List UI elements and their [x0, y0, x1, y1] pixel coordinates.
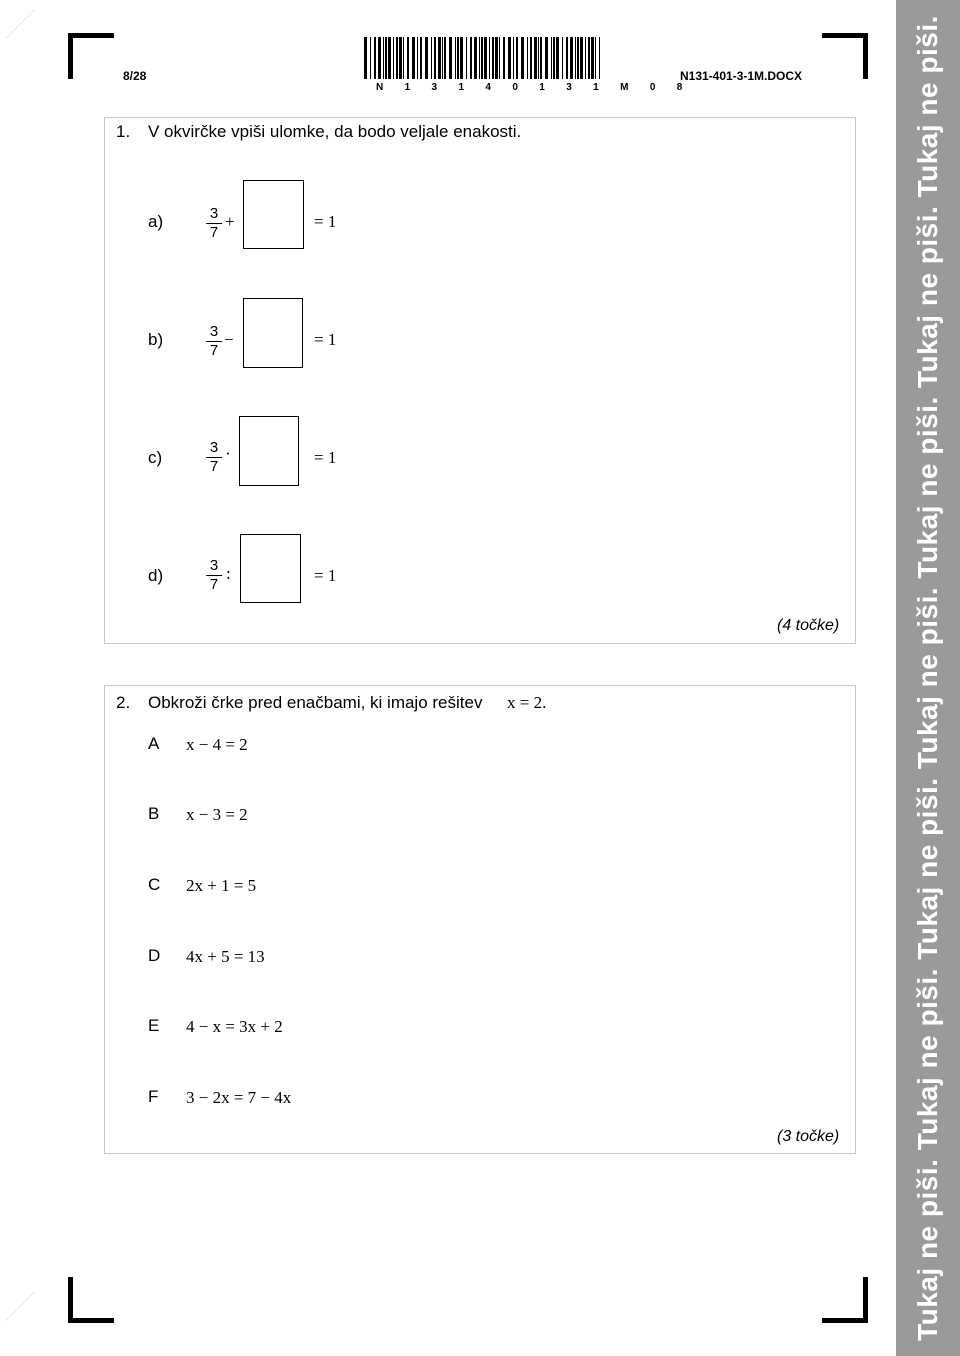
- barcode-bar: [364, 37, 367, 79]
- barcode-bar: [466, 37, 467, 79]
- equals-one-c: = 1: [314, 448, 337, 467]
- answer-box-c[interactable]: [239, 416, 299, 486]
- fraction-c: [206, 440, 222, 475]
- barcode-bar: [442, 37, 443, 79]
- option-equation-b: x − 3 = 2: [186, 805, 248, 824]
- barcode-bar: [449, 37, 452, 79]
- barcode-bar: [588, 37, 590, 79]
- barcode-bar: [530, 37, 532, 79]
- row-label-b: b): [148, 330, 164, 349]
- barcode-bar: [383, 37, 384, 79]
- barcode-bar: [580, 37, 583, 79]
- question-2-box: [104, 685, 856, 1154]
- barcode-bar: [385, 37, 387, 79]
- barcode-digits: N 1 3 1 4 0 1 3 1 M 0 8: [376, 82, 692, 93]
- question-2-number: 2.: [116, 693, 131, 712]
- barcode-bar: [585, 37, 586, 79]
- barcode-bar: [516, 37, 518, 79]
- question-1-number: 1.: [116, 122, 131, 141]
- option-letter-b[interactable]: B: [148, 804, 160, 823]
- row-label-c: c): [148, 448, 163, 467]
- barcode-bar: [551, 37, 552, 79]
- do-not-write-strip: [896, 0, 960, 1356]
- denominator: 7: [209, 224, 219, 241]
- fraction-a: [206, 206, 222, 241]
- barcode-bar: [527, 37, 528, 79]
- operator-c: ·: [225, 444, 231, 463]
- option-letter-f[interactable]: F: [148, 1087, 159, 1106]
- barcode-bar: [393, 37, 394, 79]
- question-1-prompt: V okvirčke vpiši ulomke, da bodo veljale enakosti.: [148, 122, 522, 141]
- barcode-bar: [470, 37, 472, 79]
- barcode-bar: [420, 37, 422, 79]
- barcode-bar: [492, 37, 494, 79]
- barcode-bar: [521, 37, 524, 79]
- barcode-bar: [407, 37, 409, 79]
- answer-box-a[interactable]: [243, 180, 304, 249]
- denominator: 7: [209, 458, 219, 475]
- barcode-bar: [566, 37, 568, 79]
- barcode: [364, 37, 600, 79]
- option-equation-e: 4 − x = 3x + 2: [186, 1017, 283, 1036]
- crop-mark-bottom-right-v: [863, 1277, 868, 1323]
- crop-mark-top-right-v: [863, 33, 868, 79]
- barcode-bar: [484, 37, 487, 79]
- barcode-bar: [403, 37, 404, 79]
- barcode-bar: [474, 37, 477, 79]
- barcode-bar: [399, 37, 402, 79]
- operator-d: :: [226, 564, 231, 583]
- barcode-bar: [545, 37, 548, 79]
- operator-b: −: [224, 330, 234, 349]
- barcode-bar: [438, 37, 441, 79]
- barcode-bar: [577, 37, 579, 79]
- barcode-bar: [562, 37, 563, 79]
- barcode-bar: [388, 37, 391, 79]
- barcode-bar: [591, 37, 594, 79]
- barcode-bar: [425, 37, 428, 79]
- answer-box-d[interactable]: [240, 534, 301, 603]
- barcode-bar: [431, 37, 432, 79]
- barcode-bar: [489, 37, 490, 79]
- barcode-bar: [370, 37, 371, 79]
- option-letter-e[interactable]: E: [148, 1016, 160, 1035]
- barcode-bar: [457, 37, 459, 79]
- fraction-b: [206, 324, 222, 359]
- option-letter-c[interactable]: C: [148, 875, 161, 894]
- fraction-d: [206, 558, 222, 593]
- question-1-points: (4 točke): [777, 617, 840, 634]
- barcode-bar: [575, 37, 576, 79]
- crop-mark-top-right-h: [822, 33, 868, 38]
- barcode-bar: [417, 37, 418, 79]
- numerator: 3: [209, 439, 219, 456]
- numerator: 3: [209, 557, 219, 574]
- do-not-write-text: Tukaj ne piši. Tukaj ne piši. Tukaj ne piši. Tukaj ne piši. Tukaj ne piši. Tukaj ne piši. Tukaj ne piši.: [912, 15, 943, 1341]
- barcode-bar: [540, 37, 542, 79]
- registration-mark: [6, 1291, 63, 1348]
- question-2-prompt: Obkroži črke pred enačbami, ki imajo rešitev: [148, 693, 483, 712]
- equals-one-d: = 1: [314, 566, 337, 585]
- option-letter-d[interactable]: D: [148, 946, 161, 965]
- denominator: 7: [209, 342, 219, 359]
- numerator: 3: [209, 323, 219, 340]
- operator-a: +: [225, 212, 235, 231]
- barcode-bar: [444, 37, 446, 79]
- barcode-bar: [570, 37, 573, 79]
- page-number: 8/28: [123, 69, 147, 83]
- barcode-bar: [599, 37, 600, 79]
- question-2-points: (3 točke): [777, 1128, 840, 1145]
- barcode-bar: [499, 37, 500, 79]
- crop-mark-bottom-left-v: [68, 1277, 73, 1323]
- barcode-bar: [595, 37, 596, 79]
- document-code: N131-401-3-1M.DOCX: [680, 69, 803, 83]
- crop-mark-top-left-v: [68, 33, 73, 79]
- barcode-bar: [434, 37, 436, 79]
- barcode-bar: [508, 37, 511, 79]
- barcode-bar: [455, 37, 456, 79]
- equals-one-b: = 1: [314, 330, 337, 349]
- question-2-condition: x = 2.: [507, 693, 547, 712]
- crop-mark-bottom-right-h: [822, 1318, 868, 1323]
- barcode-bar: [481, 37, 483, 79]
- barcode-bar: [556, 37, 559, 79]
- barcode-bar: [374, 37, 376, 79]
- barcode-bar: [503, 37, 505, 79]
- barcode-bar: [412, 37, 415, 79]
- option-equation-f: 3 − 2x = 7 − 4x: [186, 1088, 292, 1107]
- option-letter-a[interactable]: A: [148, 734, 160, 753]
- barcode-bar: [460, 37, 463, 79]
- barcode-bar: [479, 37, 480, 79]
- option-equation-a: x − 4 = 2: [186, 735, 248, 754]
- answer-box-b[interactable]: [243, 298, 303, 368]
- barcode-bar: [513, 37, 514, 79]
- crop-mark-top-left-h: [68, 33, 114, 38]
- row-label-a: a): [148, 212, 164, 231]
- barcode-bar: [553, 37, 555, 79]
- crop-mark-bottom-left-h: [68, 1318, 114, 1323]
- option-equation-d: 4x + 5 = 13: [186, 947, 265, 966]
- barcode-bar: [378, 37, 381, 79]
- barcode-bar: [534, 37, 537, 79]
- barcode-bar: [396, 37, 398, 79]
- registration-mark: [6, 9, 63, 66]
- barcode-bar: [495, 37, 498, 79]
- barcode-bar: [538, 37, 539, 79]
- row-label-d: d): [148, 566, 164, 585]
- numerator: 3: [209, 205, 219, 222]
- denominator: 7: [209, 576, 219, 593]
- equals-one-a: = 1: [314, 212, 337, 231]
- option-equation-c: 2x + 1 = 5: [186, 876, 257, 895]
